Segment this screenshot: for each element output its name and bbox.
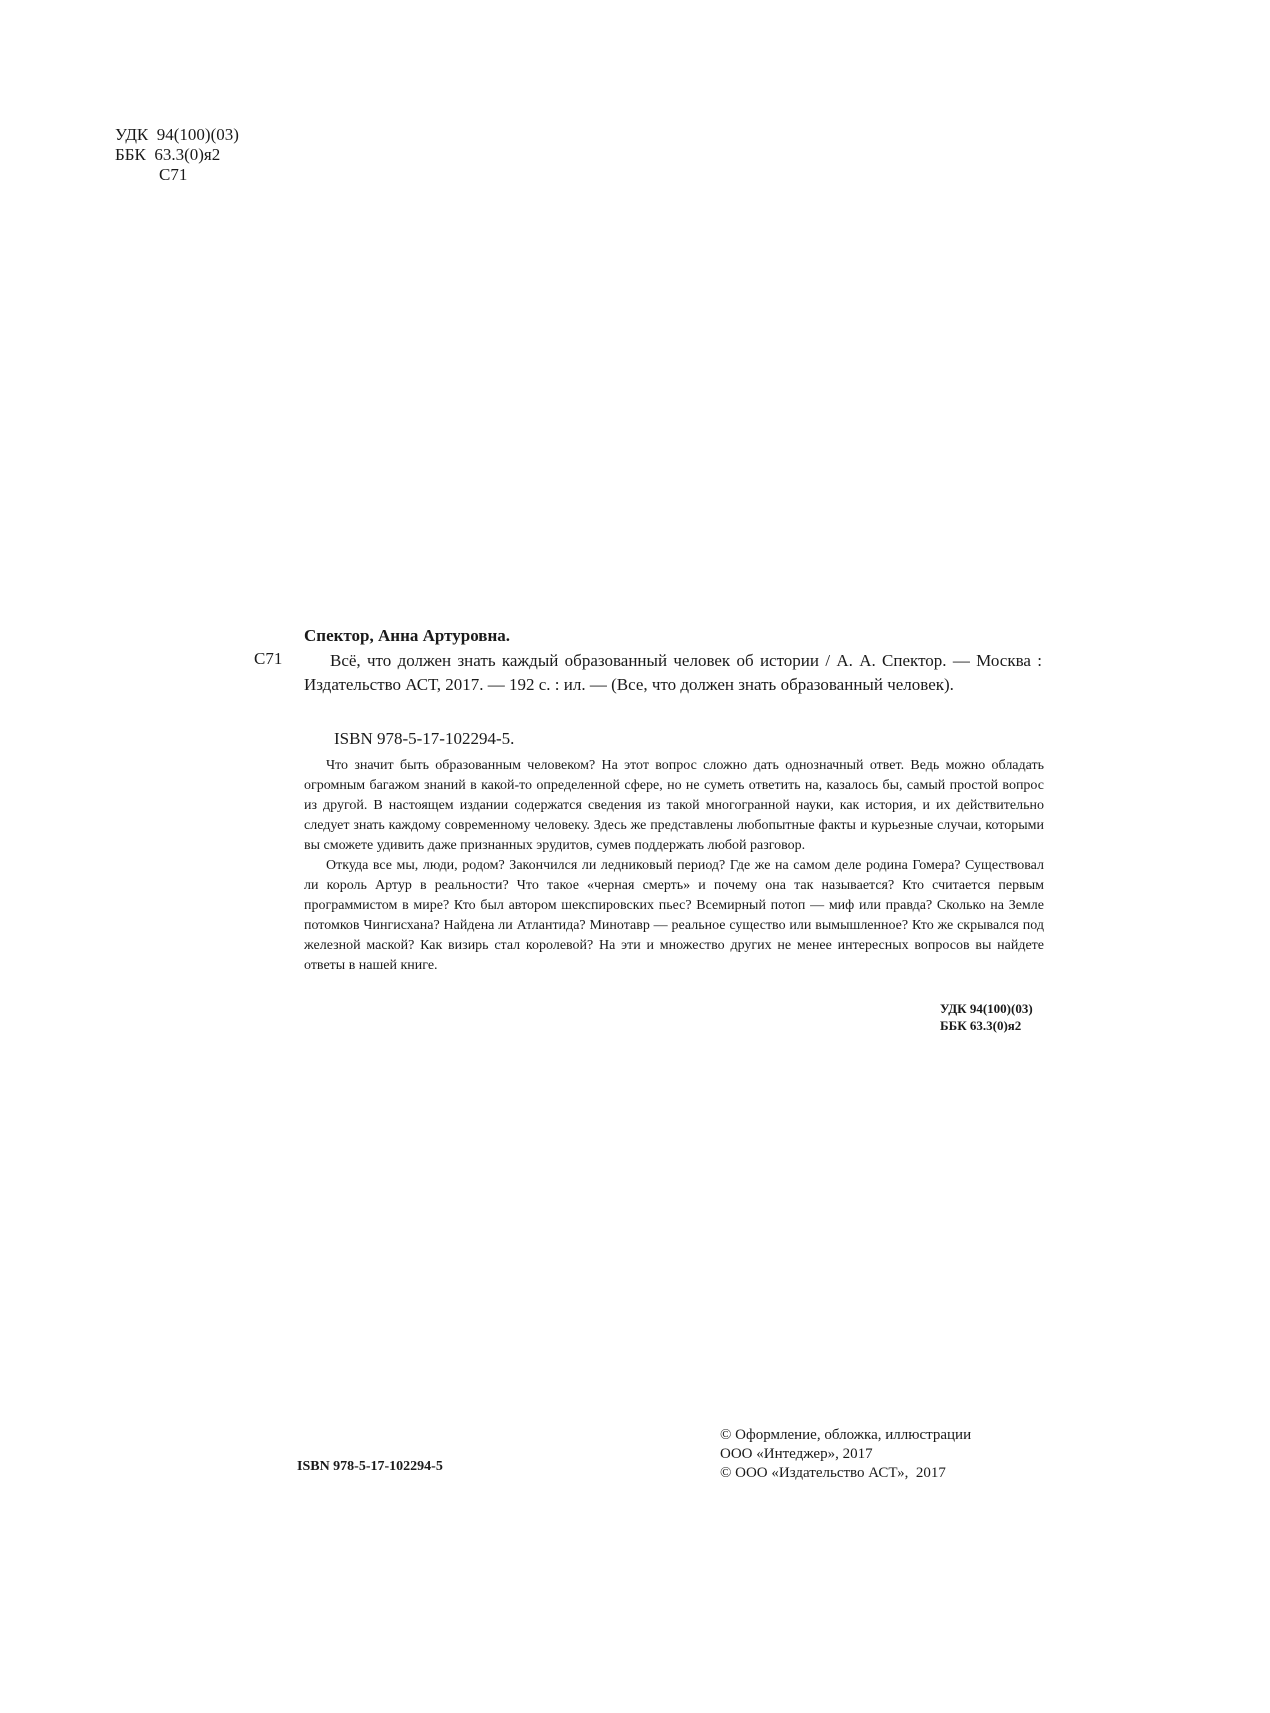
top-classification-codes [115,125,239,185]
copyright-line-3: © ООО «Издательство АСТ», 2017 [720,1465,946,1481]
udk-code: УДК 94(100)(03) [115,125,239,144]
copyright-line-2: ООО «Интеджер», 2017 [720,1446,873,1462]
udk-code-right: УДК 94(100)(03) [940,1001,1033,1016]
annotation-paragraph-1: Что значит быть образованным человеком? На этот вопрос сложно дать однозначный ответ. Ведь можно обладать огромным багажом знаний в какой-то определенной сфере, но не суметь ответить на, казалось бы, самый простой вопрос из другой. В настоящем издании содержатся сведения из такой многогранной науки, как история, и их действительно следует знать каждому современному человеку. Здесь же представлены любопытные факты и курьезные случаи, которыми вы сможете удивить даже признанных эрудитов, сумев поддержать любой разговор. [304,758,1044,853]
annotation [304,756,1044,976]
bbk-code-right: ББК 63.3(0)я2 [940,1018,1022,1033]
author-mark-margin: С71 [254,649,283,668]
bbk-code: ББК 63.3(0)я2 [115,145,221,164]
copyright-block [720,1426,971,1483]
bottom-isbn: ISBN 978-5-17-102294-5 [297,1459,443,1474]
right-classification-codes [940,1000,1033,1034]
bibliographic-description: Всё, что должен знать каждый образованный человек об истории / А. А. Спектор. — Москва : Издательство АСТ, 2017. — 192 с. : ил. — (Все, что должен знать образованный человек). [304,651,1042,694]
annotation-paragraph-2: Откуда все мы, люди, родом? Закончился ли ледниковый период? Где же на самом деле родина Гомера? Существовал ли король Артур в реальности? Что такое «черная смерть» и почему она так называется? Кто считается первым программистом в мире? Кто был автором шекспировских пьес? Всемирный потоп — миф или правда? Сколько на Земле потомков Чингисхана? Найдена ли Атлантида? Минотавр — реальное существо или вымышленное? Кто же скрывался под железной маской? Как визирь стал королевой? На эти и множество других не менее интересных вопросов вы найдете ответы в нашей книге. [304,858,1044,973]
copyright-line-1: © Оформление, обложка, иллюстрации [720,1427,972,1443]
isbn-entry: ISBN 978-5-17-102294-5. [334,729,515,748]
author-heading: Спектор, Анна Артуровна. [304,626,511,645]
author-mark: С71 [159,165,188,184]
